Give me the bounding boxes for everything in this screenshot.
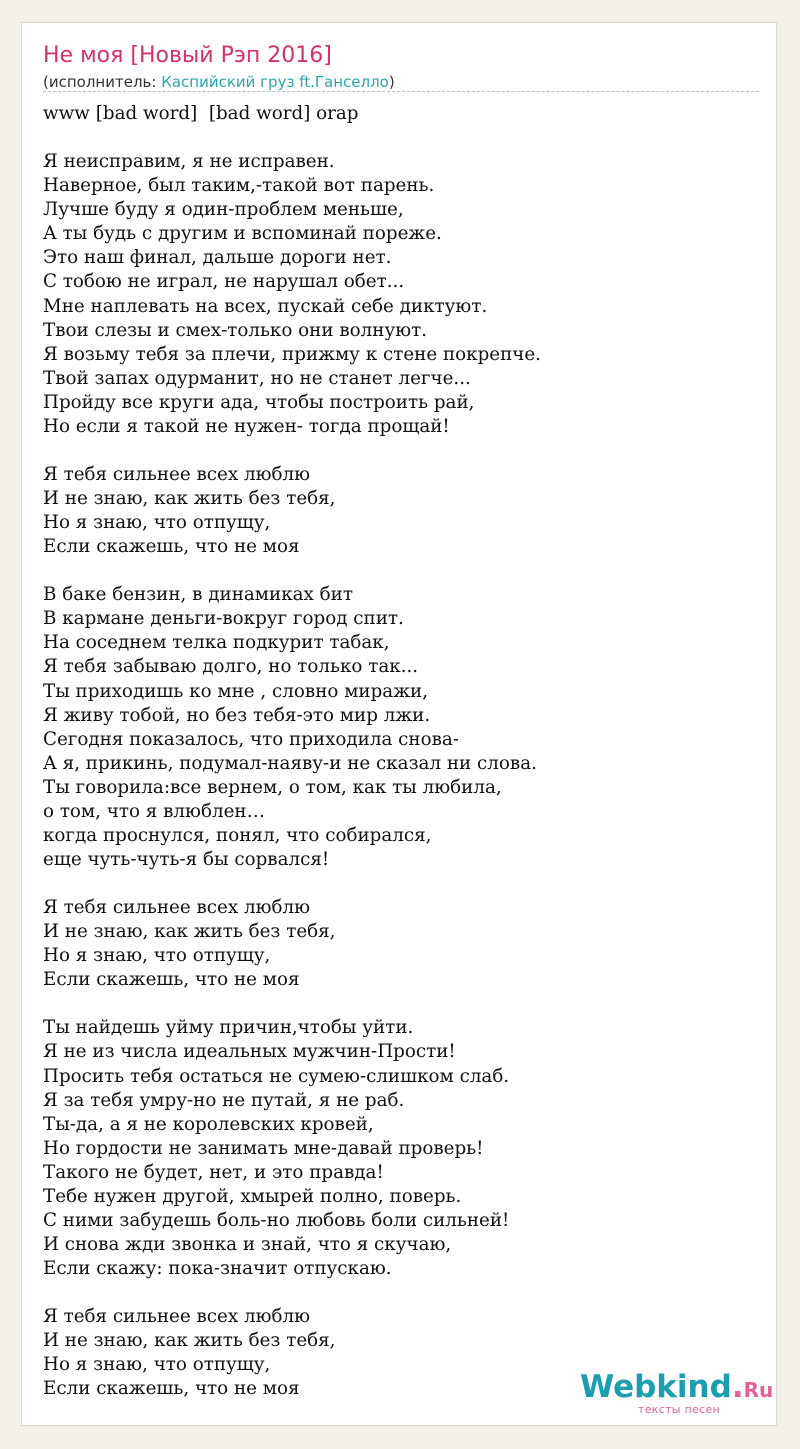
artist-line xyxy=(43,72,759,92)
header-divider xyxy=(43,91,759,92)
site-logo[interactable] xyxy=(580,1369,774,1419)
artist-suffix: ) xyxy=(388,73,395,91)
logo-tagline: тексты песен xyxy=(638,1403,721,1416)
logo-dot: . xyxy=(731,1369,744,1405)
song-title: Не моя [Новый Рэп 2016] xyxy=(43,43,332,68)
logo-name: Webkind xyxy=(580,1369,732,1405)
artist-prefix: (исполнитель: xyxy=(43,73,162,91)
lyrics-text: www [bad word] [bad word] orap Я неисправим, я не исправен. Наверное, был таким,-такой вот парень. Лучше буду я один-проблем меньше, А ты будь с другим и вспоминай пореже. Это наш финал, дальше дороги нет. С тобою не играл, не нарушал обет... Мне наплевать на всех, пускай себе диктуют. Твои слезы и смех-только они волнуют. Я возьму тебя за плечи, прижму к стене покрепче. Твой запах одурманит, но не станет легче... Пройду все круги ада, чтобы построить рай, Но если я такой не нужен- тогда прощай! Я тебя сильнее всех люблю И не знаю, как жить без тебя, Но я знаю, что отпущу, Если скажешь, что не моя В баке бензин, в динамиках бит В кармане деньги-вокруг город спит. На соседнем телка подкурит табак, Я тебя забываю долго, но только так... Ты приходишь ко мне , словно миражи, Я живу тобой, но без тебя-это мир лжи. Сегодня показалось, что приходила снова- А я, прикинь, подумал-наяву-и не сказал ни слова. Ты говорила:все вернем, о том, как ты любила, о том, что я влюблен… когда проснулся, понял, что собирался, еще чуть-чуть-я бы сорвался! Я тебя сильнее всех люблю И не знаю, как жить без тебя, Но я знаю, что отпущу, Если скажешь, что не моя Ты найдешь уйму причин,чтобы уйти. Я не из числа идеальных мужчин-Прости! Просить тебя остаться не сумею-слишком слаб. Я за тебя умру-но не путай, я не раб. Ты-да, а я не королевских кровей, Но гордости не занимать мне-давай проверь! Такого не будет, нет, и это правда! Тебе нужен другой, хмырей полно, поверь. С ними забудешь боль-но любовь боли сильней! И снова жди звонка и знай, что я скучаю, Если скажу: пока-значит отпускаю. Я тебя сильнее всех люблю И не знаю, как жить без тебя, Но я знаю, что отпущу, Если скажешь, что не моя xyxy=(43,103,541,1400)
artist-link[interactable]: Каспийский груз ft.Ганселло xyxy=(161,73,389,91)
logo-tld: Ru xyxy=(743,1378,774,1402)
song-header xyxy=(43,41,759,92)
lyrics-card xyxy=(21,22,777,1426)
